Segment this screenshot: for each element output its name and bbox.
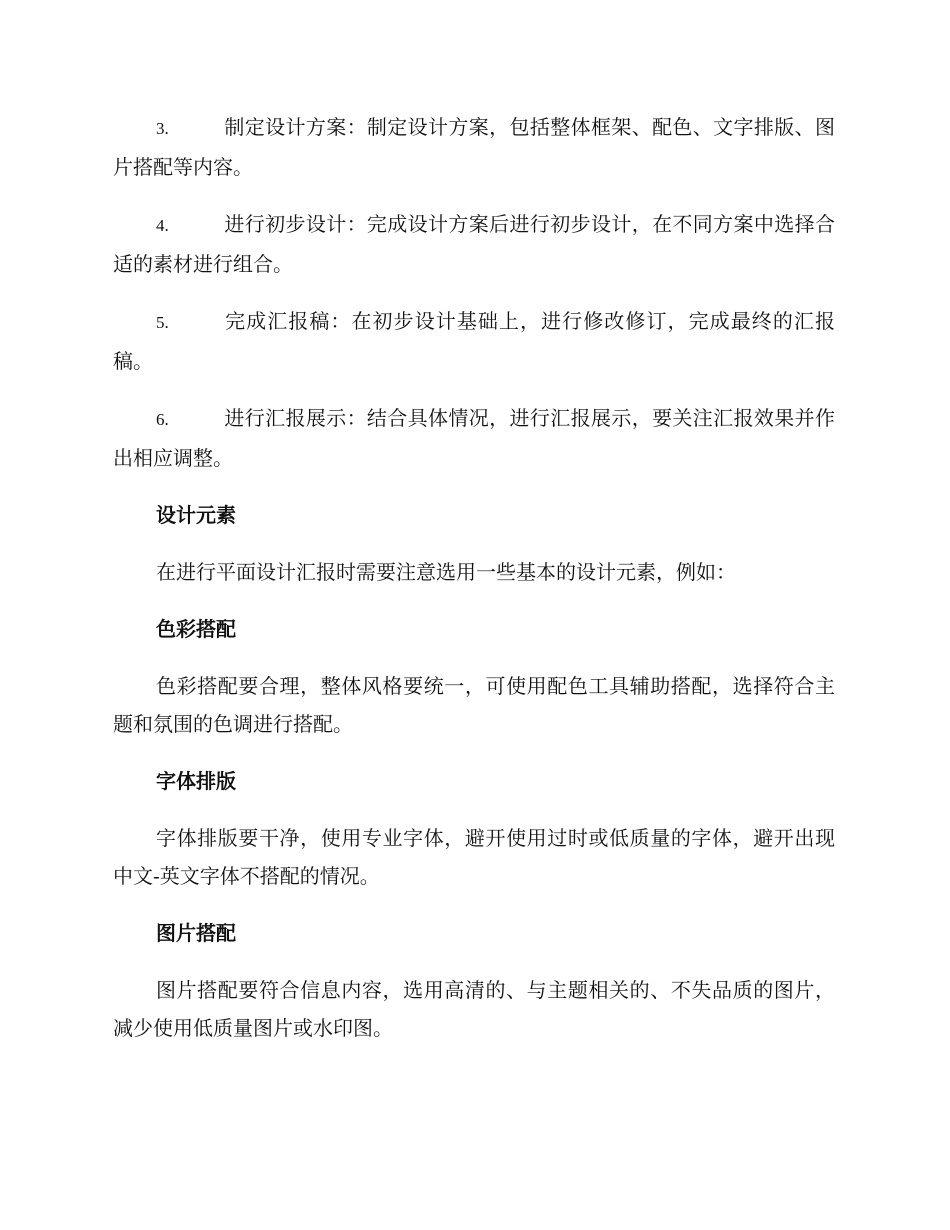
section-heading-typography: 字体排版 — [156, 769, 236, 793]
list-item-number: 3. — [156, 119, 169, 138]
list-item-text: 进行初步设计：完成设计方案后进行初步设计，在不同方案中选择合适的素材进行组合。 — [113, 212, 835, 276]
list-item-step-4 — [113, 205, 835, 283]
list-item-text: 进行汇报展示：结合具体情况，进行汇报展示，要关注汇报效果并作出相应调整。 — [113, 406, 835, 470]
list-item-number: 5. — [156, 313, 169, 332]
document-body — [113, 108, 835, 1066]
list-item-step-6 — [113, 399, 835, 477]
list-item-step-3 — [113, 108, 835, 186]
list-item-text: 制定设计方案：制定设计方案，包括整体框架、配色、文字排版、图片搭配等内容。 — [113, 115, 835, 179]
list-item-number: 4. — [156, 216, 169, 235]
section-heading-color: 色彩搭配 — [156, 617, 236, 641]
typography-paragraph: 字体排版要干净，使用专业字体，避开使用过时或低质量的字体，避开出现中文-英文字体不搭配的情况。 — [113, 826, 835, 888]
list-item-number: 6. — [156, 410, 169, 429]
images-paragraph: 图片搭配要符合信息内容，选用高清的、与主题相关的、不失品质的图片，减少使用低质量图片或水印图。 — [113, 978, 835, 1040]
section-heading-design-elements: 设计元素 — [156, 503, 236, 527]
list-item-step-5 — [113, 302, 835, 380]
design-elements-intro: 在进行平面设计汇报时需要注意选用一些基本的设计元素，例如： — [156, 560, 736, 584]
section-heading-images: 图片搭配 — [156, 921, 236, 945]
list-item-text: 完成汇报稿：在初步设计基础上，进行修改修订，完成最终的汇报稿。 — [113, 309, 835, 373]
color-paragraph: 色彩搭配要合理，整体风格要统一，可使用配色工具辅助搭配，选择符合主题和氛围的色调进行搭配。 — [113, 674, 835, 736]
